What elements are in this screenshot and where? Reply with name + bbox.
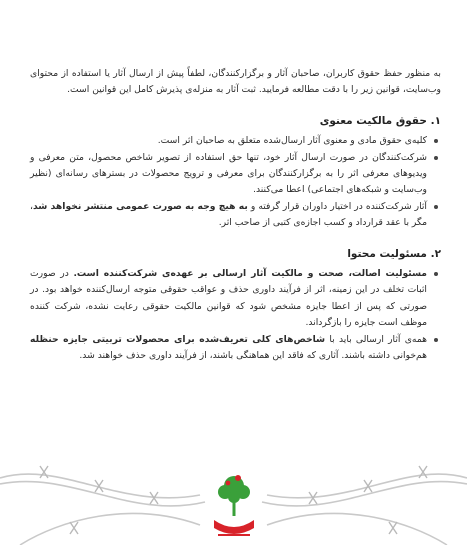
- rules-content: [30, 66, 441, 365]
- list-item: همه‌ی آثار ارسالی باید با شاخص‌های کلی تعریف‌شده برای محصولات تربیتی جایزه حنظله هم‌خوانی داشته باشند. آثاری که فاقد این هماهنگی باشند، از فرآیند داوری حذف خواهند شد.: [30, 332, 427, 365]
- tree-icon: [218, 475, 250, 516]
- list-item: شرکت‌کنندگان در صورت ارسال آثار خود، تنها حق استفاده از تصویر شاخص محصول، متن معرفی و ویدیوهای معرفی اثر را به برگزارکنندگان برای معرفی و ترویج محصولات در بسترهای رسانه‌ای (نظیر وب‌سایت و شبکه‌های اجتماعی) اعطا می‌کنند.: [30, 150, 427, 199]
- list-item: مسئولیت اصالت، صحت و مالکیت آثار ارسالی بر عهده‌ی شرکت‌کننده است. در صورت اثبات تخلف در این زمینه، اثر از فرآیند داوری حذف و عواقب حقوقی متوجه ارسال‌کننده خواهد بود. در صورتی که پس از اعطا جایزه مشخص شود که قوانین مالکیت حقوقی رعایت نشده، شرکت کننده موظف است جایزه را بازگرداند.: [30, 266, 427, 332]
- list-item: کلیه‌ی حقوق مادی و معنوی آثار ارسال‌شده متعلق به صاحبان اثر است.: [30, 133, 427, 149]
- section-title-ip: ۱. حقوق مالکیت معنوی: [319, 114, 441, 127]
- intro-paragraph: به منظور حفظ حقوق کاربران، صاحبان آثار و برگزارکنندگان، لطفاً پیش از ارسال آثار یا استفاده از محتوای وب‌سایت، قوانین زیر را با دقت مطالعه فرمایید. ثبت آثار به منزله‌ی پذیرش کامل این قوانین است.: [30, 68, 441, 96]
- section-title-content: ۲. مسئولیت محتوا: [347, 247, 441, 260]
- hanzaleh-logo: [208, 464, 260, 544]
- section-content-list: [30, 266, 441, 364]
- list-item: آثار شرکت‌کننده در اختیار داوران قرار گرفته و به هیچ وجه به صورت عمومی منتشر نخواهد شد، مگر با عقد قرارداد و کسب اجازه‌ی کتبی از صاحب اثر.: [30, 199, 427, 232]
- section-ip-list: [30, 133, 441, 231]
